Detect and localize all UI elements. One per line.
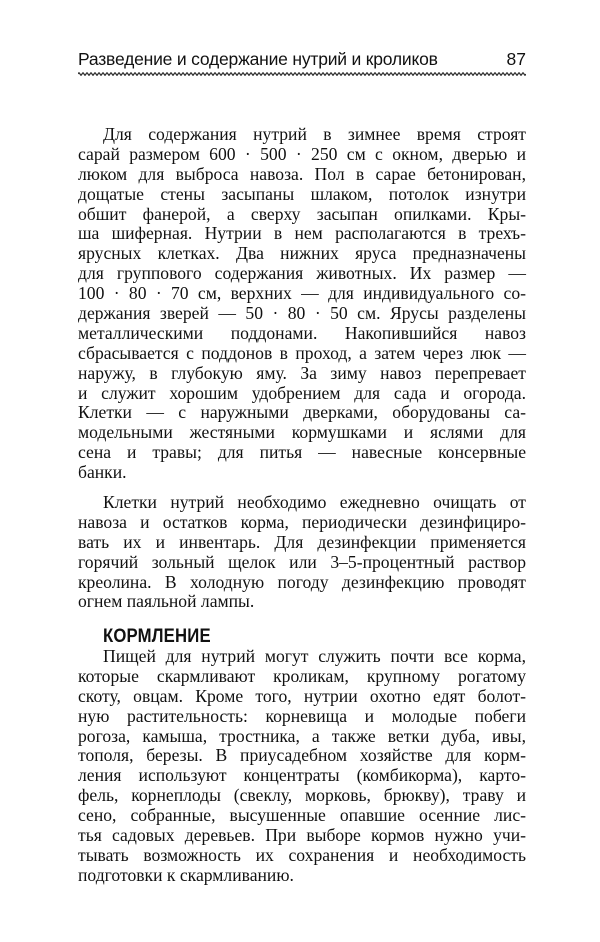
- text-line: тополя, березы. В приусадебном хозяйстве для корм-: [78, 745, 526, 766]
- section-heading: КОРМЛЕНИЕ: [103, 626, 211, 647]
- text-line: дощатые стены засыпаны шлаком, потолок изнутри: [78, 183, 526, 204]
- text-line: наружу, в глубокую яму. За зиму навоз перепревает: [78, 362, 526, 383]
- text-line: ную растительность: корневища и молодые побеги: [78, 705, 526, 726]
- text-line: Пищей для нутрий могут служить почти все корма,: [103, 646, 526, 666]
- text-line: ярусных клетках. Два нижних яруса предназначены: [78, 243, 526, 264]
- text-line: для группового содержания животных. Их размер —: [78, 263, 526, 284]
- text-line: вать их и инвентарь. Для дезинфекции применяется: [78, 531, 526, 552]
- text-line: Клетки — с наружными дверками, оборудованы са-: [78, 402, 526, 423]
- text-line: горячий зольный щелок или 3–5-процентный раствор: [78, 551, 526, 572]
- text-line: обшит фанерой, а сверху засыпан опилками. Кры-: [78, 203, 526, 224]
- text-line: ша шиферная. Нутрии в нем располагаются в трехъ-: [78, 223, 526, 244]
- text-line: фель, корнеплоды (свеклу, морковь, брюкву), траву и: [78, 785, 526, 806]
- text-line: скоту, овцам. Кроме того, нутрии охотно едят болот-: [78, 685, 526, 706]
- text-line: держания зверей — 50 · 80 · 50 см. Ярусы разделены: [78, 303, 526, 324]
- text-line: банки.: [78, 462, 127, 483]
- running-head-title: Разведение и содержание нутрий и кроликов: [78, 49, 438, 69]
- text-line: подготовки к скармливанию.: [78, 864, 294, 885]
- text-line: тья садовых деревьев. При выборе кормов нужно учи-: [78, 825, 526, 846]
- text-line: тывать возможность их сохранения и необходимость: [78, 844, 526, 865]
- text-line: сена и травы; для питья — навесные консервные: [78, 442, 526, 463]
- text-line: модельными жестяными кормушками и яслями для: [78, 422, 526, 443]
- text-line: креолина. В холодную погоду дезинфекцию проводят: [78, 571, 526, 592]
- text-line: 100 · 80 · 70 см, верхних — для индивидуального со-: [78, 283, 526, 304]
- text-line: люком для выброса навоза. Пол в сарае бетонирован,: [78, 163, 526, 184]
- text-line: сено, собранные, высушенные опавшие осенние лис-: [78, 805, 526, 826]
- text-line: Клетки нутрий необходимо ежедневно очищать от: [103, 492, 526, 512]
- text-line: ления используют концентраты (комбикорма), карто-: [78, 765, 526, 786]
- text-line: рогоза, камыша, тростника, а также ветки дуба, ивы,: [78, 725, 526, 746]
- paragraph-1: [78, 125, 526, 483]
- text-line: металлическими поддонами. Накопившийся навоз: [78, 322, 526, 343]
- text-line: которые скармливают кроликам, крупному рогатому: [78, 665, 526, 686]
- page-number: 87: [506, 49, 526, 69]
- text-line: Для содержания нутрий в зимнее время строят: [103, 124, 526, 144]
- text-line: навоза и остатков корма, периодически дезинфициро-: [78, 511, 526, 532]
- paragraph-2: [78, 493, 526, 612]
- text-line: и служит хорошим удобрением для сада и огорода.: [78, 382, 526, 403]
- text-line: сарай размером 600 · 500 · 250 см с окном, дверью и: [78, 143, 526, 164]
- text-line: огнем паяльной лампы.: [78, 591, 255, 612]
- running-head-wavy-rule: [78, 71, 526, 77]
- text-line: сбрасывается с поддонов в проход, а затем через люк —: [78, 342, 526, 363]
- paragraph-3: [78, 647, 526, 886]
